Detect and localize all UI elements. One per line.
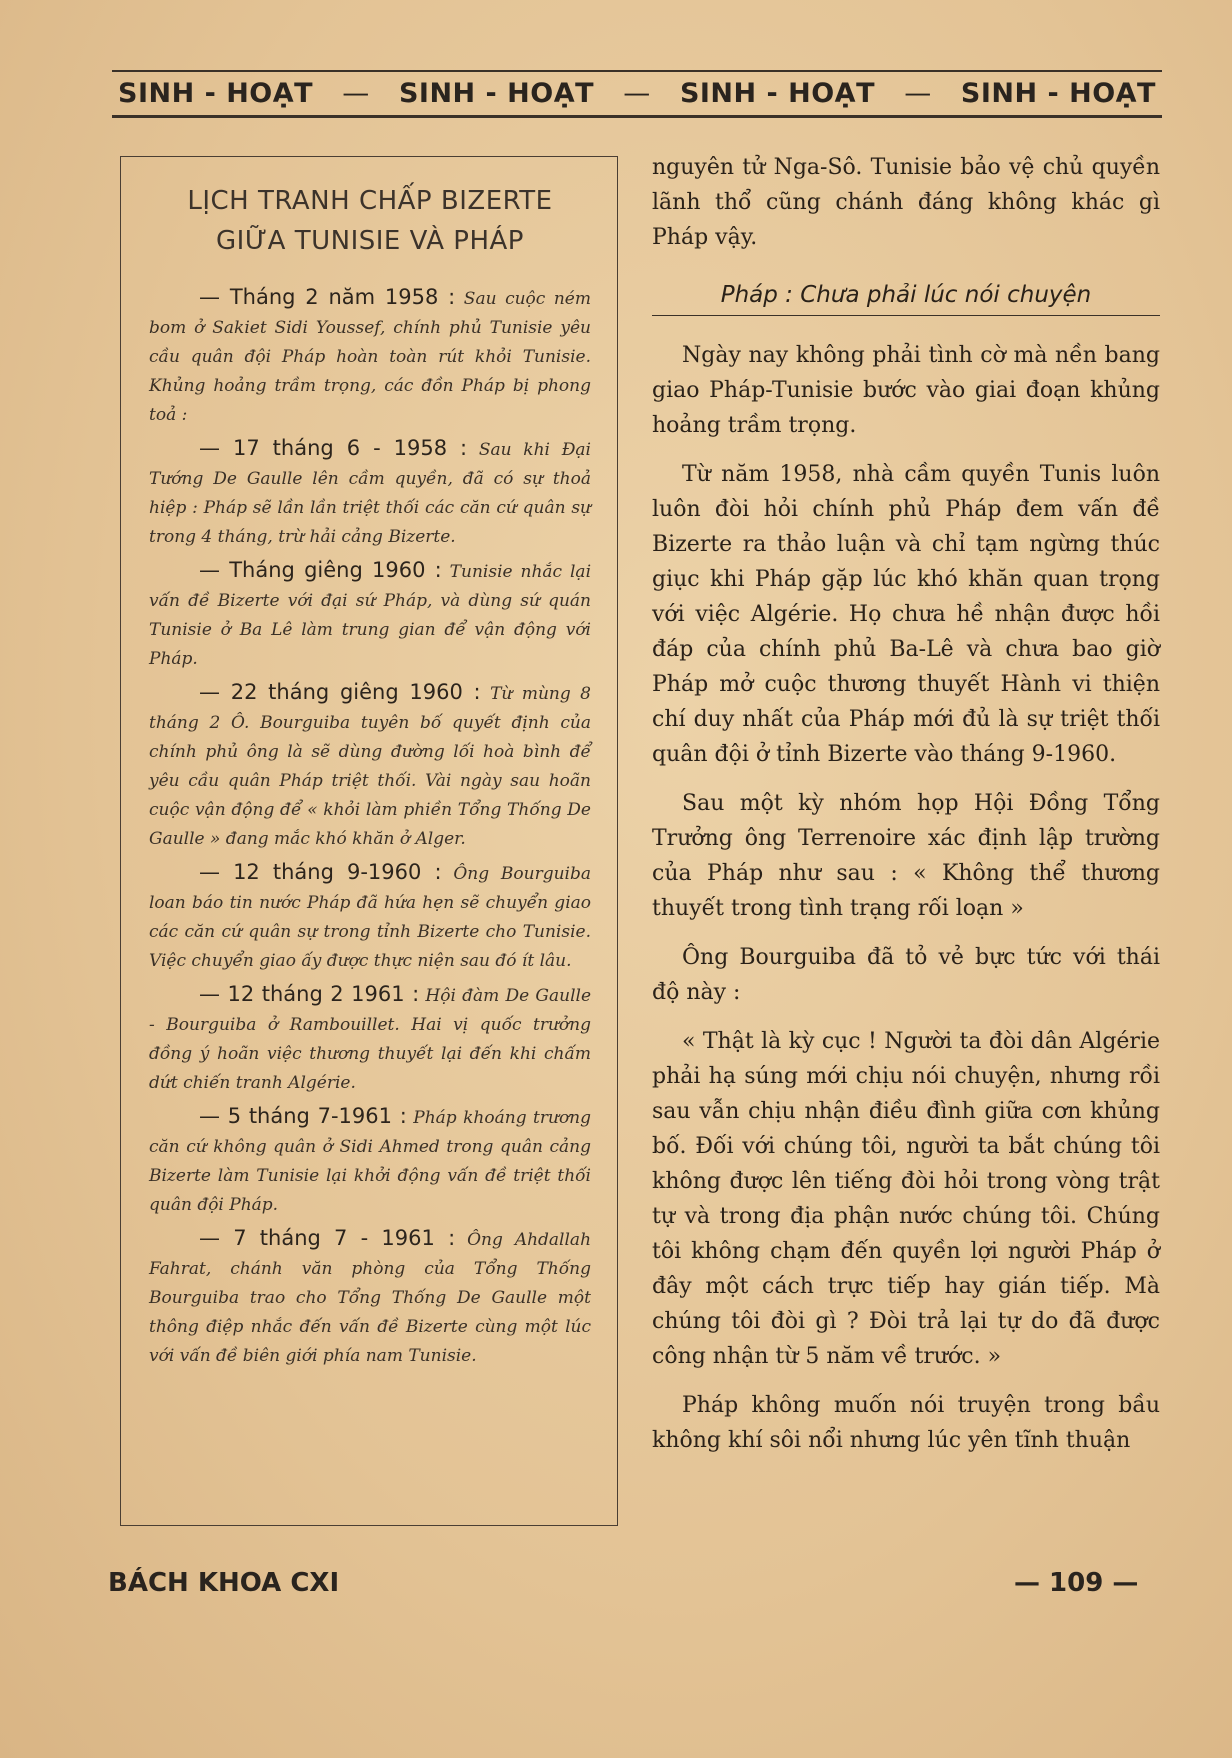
header-item: SINH - HOẠT	[398, 78, 595, 109]
chronology-title-line: GIỮA TUNISIE VÀ PHÁP	[216, 226, 524, 256]
entry-date: — 17 tháng 6 - 1958 :	[199, 436, 468, 460]
quote-paragraph: « Thật là kỳ cục ! Người ta đòi dân Algérie phải hạ súng mới chịu nói chuyện, nhưng rồi sau vẫn chịu nhận điều đình giữa cơn khủng bố. Đối với chúng tôi, người ta bắt chúng tôi không được lên tiếng đòi hỏi trong vòng trật tự và trong địa phận nước chúng tôi. Chúng tôi không chạm đến quyền lợi người Pháp ở đây một cách trực tiếp hay gián tiếp. Mà chúng tôi đòi gì ? Đòi trả lại tự do đã được công nhận từ 5 năm về trước. »	[652, 1029, 1160, 1369]
entry-date: — 12 tháng 2 1961 :	[199, 982, 420, 1006]
entry-date: — Tháng 2 năm 1958 :	[199, 285, 456, 309]
article-paragraph: Ngày nay không phải tình cờ mà nền bang giao Pháp-Tunisie bước vào giai đoạn khủng hoảng trầm trọng.	[652, 343, 1160, 438]
article-paragraph: Từ năm 1958, nhà cầm quyền Tunis luôn luôn đòi hỏi chính phủ Pháp đem vấn đề Bizerte ra thảo luận và chỉ tạm ngừng thúc giục khi Pháp gặp lúc khó khăn quan trọng với việc Algérie. Họ chưa hề nhận được hồi đáp của chính phủ Ba-Lê và chưa bao giờ Pháp mở cuộc thương thuyết Hành vi thiện chí duy nhất của Pháp mới đủ là sự triệt thối quân đội ở tỉnh Bizerte vào tháng 9-1960.	[652, 462, 1160, 767]
magazine-name: BÁCH KHOA CXI	[108, 1568, 340, 1598]
chronology-title-line: LỊCH TRANH CHẤP BIZERTE	[187, 186, 553, 216]
chronology-entry	[149, 556, 591, 674]
entry-text: Sau cuộc ném bom ở Sakiet Sidi Youssef, chính phủ Tunisie yêu cầu quân đội Pháp hoàn toàn rút khỏi Tunisie. Khủng hoảng trầm trọng, các đồn Pháp bị phong toả :	[149, 289, 591, 425]
header-separator: —	[623, 78, 651, 109]
entry-date: — 5 tháng 7-1961 :	[199, 1104, 407, 1128]
header-separator: —	[342, 78, 370, 109]
entry-date: — 12 tháng 9-1960 :	[199, 860, 442, 884]
entry-text: Ông Bourguiba loan báo tin nước Pháp đã hứa hẹn sẽ chuyển giao các căn cứ quân sự trong tỉnh Bizerte cho Tunisie. Việc chuyển giao ấy được thực niện sau đó ít lâu.	[149, 864, 592, 971]
chronology-entry	[149, 434, 591, 552]
article-paragraph: Pháp không muốn nói truyện trong bầu không khí sôi nổi nhưng lúc yên tĩnh thuận	[652, 1393, 1160, 1453]
entry-text: Tunisie nhắc lại vấn đề Bizerte với đại sứ Pháp, và dùng sứ quán Tunisie ở Ba Lê làm trung gian để vận động với Pháp.	[149, 562, 592, 669]
chronology-title	[149, 181, 591, 261]
chronology-entry	[149, 1102, 591, 1220]
entry-text: Từ mùng 8 tháng 2 Ô. Bourguiba tuyên bố quyết định của chính phủ ông là sẽ dùng đường lối hoà bình để yêu cầu quân Pháp triệt thối. Vài ngày sau hoãn cuộc vận động để « khỏi làm phiền Tổng Thống De Gaulle » đang mắc khó khăn ở Alger.	[149, 684, 591, 849]
article-paragraph: Sau một kỳ nhóm họp Hội Đồng Tổng Trưởng ông Terrenoire xác định lập trường của Pháp như sau : « Không thể thương thuyết trong tình trạng rối loạn »	[652, 791, 1160, 921]
entry-date: — 7 tháng 7 - 1961 :	[199, 1226, 456, 1250]
chronology-entry	[149, 980, 591, 1098]
chronology-entry	[149, 858, 591, 976]
header-item: SINH - HOẠT	[118, 78, 314, 109]
header-separator: —	[904, 78, 932, 109]
chronology-entry	[149, 283, 591, 430]
entry-text: Ông Ahdallah Fahrat, chánh văn phòng của Tổng Thống Bourguiba trao cho Tổng Thống De Gaulle một thông điệp nhắc đến vấn đề Bizerte cùng một lúc với vấn đề biên giới phía nam Tunisie.	[149, 1230, 592, 1366]
entry-text: Pháp khoáng trương căn cứ không quân ở Sidi Ahmed trong quân cảng Bizerte làm Tunisie lại khởi động vấn đề triệt thối quân đội Pháp.	[149, 1108, 592, 1215]
chronology-entry	[149, 1224, 591, 1371]
entry-date: — Tháng giêng 1960 :	[199, 558, 442, 582]
chronology-box	[120, 156, 618, 1526]
header-item: SINH - HOẠT	[960, 78, 1156, 109]
article-paragraph: nguyên tử Nga-Sô. Tunisie bảo vệ chủ quyền lãnh thổ cũng chánh đáng không khác gì Pháp vậy.	[652, 155, 1160, 250]
article-paragraph: Ông Bourguiba đã tỏ vẻ bực tức với thái độ này :	[652, 945, 1160, 1005]
article-column	[652, 150, 1160, 1472]
entry-text: Sau khi Đại Tướng De Gaulle lên cầm quyền, đã có sự thoả hiệp : Pháp sẽ lần lần triệt thối các căn cứ quân sự trong 4 tháng, trừ hải cảng Bizerte.	[149, 440, 591, 547]
header-item: SINH - HOẠT	[679, 78, 875, 109]
entry-text: Hội đàm De Gaulle - Bourguiba ở Rambouillet. Hai vị quốc trưởng đồng ý hoãn việc thương thuyết lại đến khi chấm dứt chiến tranh Algérie.	[149, 986, 591, 1093]
running-header	[112, 70, 1162, 118]
entry-date: — 22 tháng giêng 1960 :	[199, 680, 481, 704]
chronology-entry	[149, 678, 591, 854]
section-heading: Pháp : Chưa phải lúc nói chuyện	[652, 277, 1160, 316]
page-number: — 109 —	[1014, 1568, 1139, 1598]
